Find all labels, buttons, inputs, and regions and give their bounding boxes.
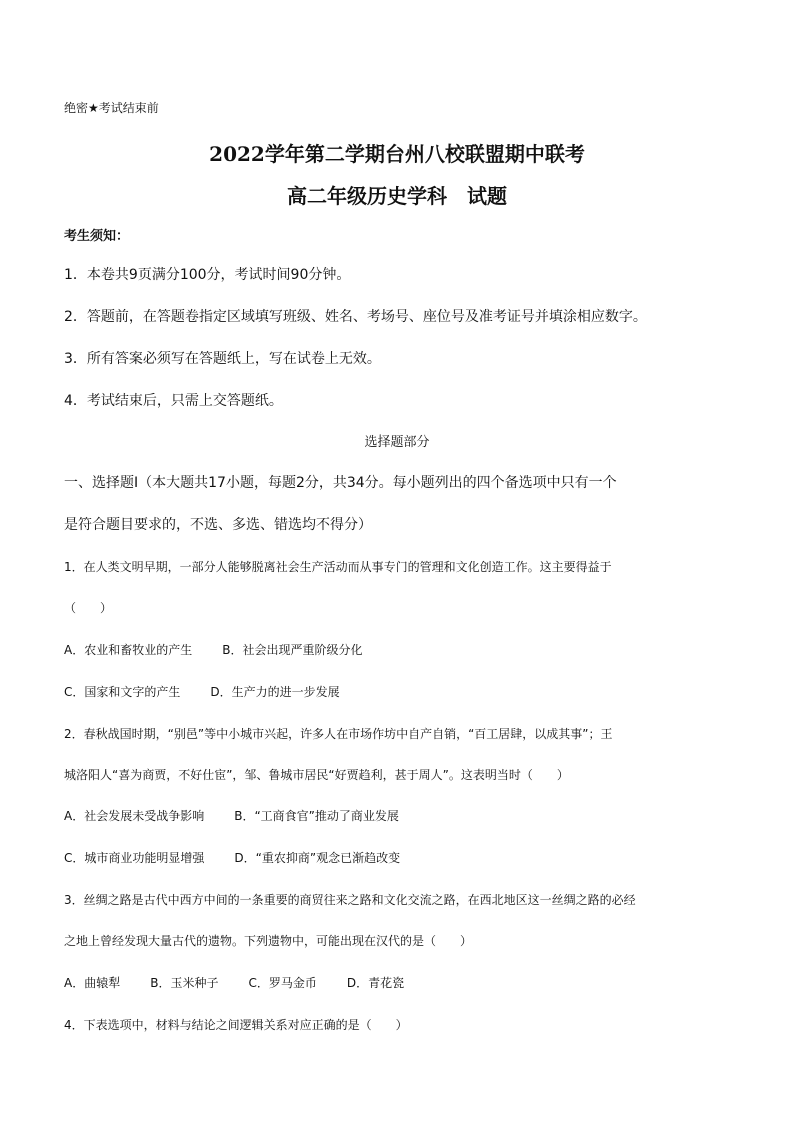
option-d: D．青花瓷 bbox=[346, 976, 405, 990]
confidential-mark: 绝密★考试结束前 bbox=[64, 101, 159, 115]
notice-item: 2．答题前，在答题卷指定区域填写班级、姓名、考场号、座位号及准考证号并填涂相应数字。 bbox=[64, 309, 647, 325]
exam-subtitle: 高二年级历史学科 试题 bbox=[287, 184, 507, 208]
option-a: A．农业和畜牧业的产生 bbox=[64, 643, 193, 657]
question-3-options bbox=[64, 974, 404, 991]
option-a: A．曲辕犁 bbox=[64, 976, 121, 990]
question-1-stem: （ ） bbox=[64, 601, 113, 615]
option-a: A．社会发展未受战争影响 bbox=[64, 809, 205, 823]
question-2-stem: 2．春秋战国时期，“别邑”等中小城市兴起，许多人在市场作坊中自产自销，“百工居肆，以成其事”；王 bbox=[64, 727, 613, 741]
option-b: B．社会出现严重阶级分化 bbox=[222, 643, 363, 657]
notice-item: 1．本卷共9页满分100分，考试时间90分钟。 bbox=[64, 267, 351, 283]
question-4-stem: 4．下表选项中，材料与结论之间逻辑关系对应正确的是（ ） bbox=[64, 1018, 408, 1032]
option-d: D．生产力的进一步发展 bbox=[210, 685, 340, 699]
section-title: 选择题部分 bbox=[364, 435, 430, 450]
question-2-options bbox=[64, 849, 400, 866]
question-1-options bbox=[64, 641, 362, 658]
option-d: D．“重农抑商”观念已渐趋改变 bbox=[234, 851, 401, 865]
option-c: C．罗马金币 bbox=[248, 976, 317, 990]
notice-heading: 考生须知： bbox=[64, 229, 130, 244]
question-3-stem: 3．丝绸之路是古代中西方中间的一条重要的商贸往来之路和文化交流之路，在西北地区这一丝绸之路的必经 bbox=[64, 893, 636, 907]
question-2-stem: 城洛阳人“喜为商贾，不好仕宦”，邹、鲁城市居民“好贾趋利，甚于周人”。这表明当时（ ） bbox=[64, 768, 569, 782]
section-intro: 是符合题目要求的，不选、多选、错选均不得分） bbox=[64, 517, 372, 533]
option-b: B．玉米种子 bbox=[150, 976, 219, 990]
option-c: C．城市商业功能明显增强 bbox=[64, 851, 205, 865]
question-2-options bbox=[64, 807, 399, 824]
notice-item: 4．考试结束后，只需上交答题纸。 bbox=[64, 393, 283, 409]
question-1-stem: 1．在人类文明早期，一部分人能够脱离社会生产活动而从事专门的管理和文化创造工作。这主要得益于 bbox=[64, 560, 612, 574]
question-3-stem: 之地上曾经发现大量古代的遗物。下列遗物中，可能出现在汉代的是（ ） bbox=[64, 934, 473, 948]
option-b: B．“工商食官”推动了商业发展 bbox=[234, 809, 399, 823]
exam-title: 2022学年第二学期台州八校联盟期中联考 bbox=[209, 142, 585, 166]
section-intro: 一、选择题Ⅰ（本大题共17小题，每题2分，共34分。每小题列出的四个备选项中只有一个 bbox=[64, 475, 617, 491]
notice-item: 3．所有答案必须写在答题纸上，写在试卷上无效。 bbox=[64, 351, 381, 367]
question-1-options bbox=[64, 683, 340, 700]
option-c: C．国家和文字的产生 bbox=[64, 685, 181, 699]
